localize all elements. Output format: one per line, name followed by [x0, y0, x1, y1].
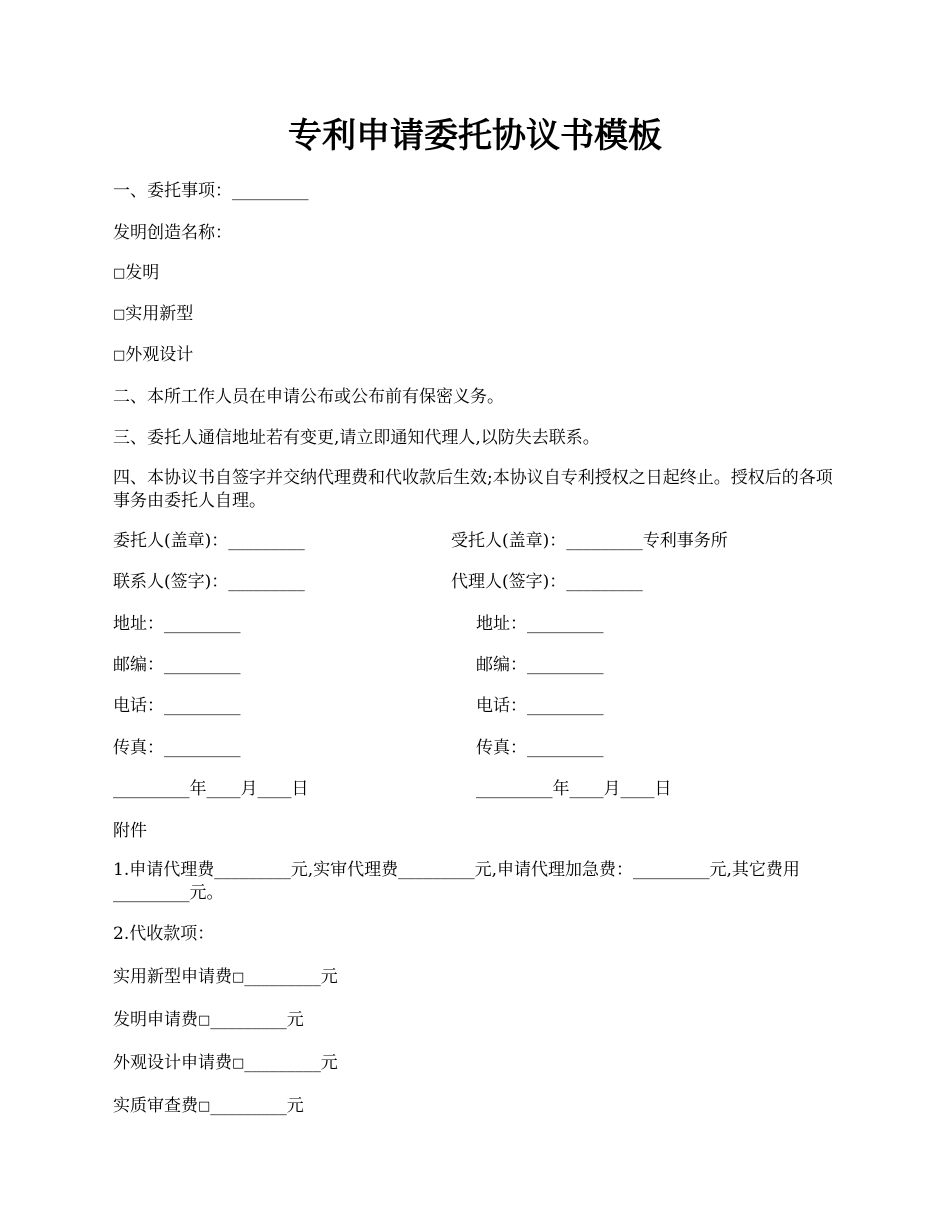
client-seal: 委托人(盖章)：_________ — [113, 531, 305, 551]
client-fax: 传真：_________ — [113, 738, 241, 758]
checkbox-icon: □ — [113, 266, 126, 281]
option-invention: □发明 — [113, 263, 160, 283]
option-design: □外观设计 — [113, 345, 194, 365]
client-address: 地址：_________ — [113, 614, 241, 634]
agent-address: 地址：_________ — [476, 614, 604, 634]
agent-date: _________年____月____日 — [476, 779, 672, 799]
checkbox-icon: □ — [232, 970, 245, 985]
item-confidentiality: 二、本所工作人员在申请公布或公布前有保密义务。 — [113, 387, 504, 407]
client-postcode: 邮编：_________ — [113, 655, 241, 675]
collect-item-substantive-exam: 实质审查费□_________元 — [113, 1096, 304, 1116]
fee-agency: 1.申请代理费_________元,实审代理费_________元,申请代理加急费：_________元,其它费用_________元。 — [113, 860, 800, 903]
collect-item-design: 外观设计申请费□_________元 — [113, 1053, 338, 1073]
checkbox-icon: □ — [198, 1013, 211, 1028]
item-entrusted-matter: 一、委托事项：_________ — [113, 181, 309, 201]
document-title: 专利申请委托协议书模板 — [288, 116, 662, 156]
agent-seal: 受托人(盖章)：_________专利事务所 — [451, 531, 728, 551]
option-utility-model: □实用新型 — [113, 304, 194, 324]
item-effective-term: 四、本协议书自签字并交纳代理费和代收款后生效;本协议自专利授权之日起终止。授权后的各项事务由委托人自理。 — [113, 468, 833, 511]
item-address-change: 三、委托人通信地址若有变更,请立即通知代理人,以防失去联系。 — [113, 428, 600, 448]
agent-fax: 传真：_________ — [476, 738, 604, 758]
checkbox-icon: □ — [113, 307, 126, 322]
agent-postcode: 邮编：_________ — [476, 655, 604, 675]
contact-signature: 联系人(签字)：_________ — [113, 572, 305, 592]
checkbox-icon: □ — [232, 1056, 245, 1071]
attachment-heading: 附件 — [113, 821, 147, 841]
collect-item-invention: 发明申请费□_________元 — [113, 1010, 304, 1030]
invention-name-label: 发明创造名称： — [113, 223, 232, 243]
fee-collection-heading: 2.代收款项： — [113, 924, 215, 944]
agent-phone: 电话：_________ — [476, 696, 604, 716]
collect-item-utility: 实用新型申请费□_________元 — [113, 967, 338, 987]
agent-signature: 代理人(签字)：_________ — [451, 572, 643, 592]
checkbox-icon: □ — [198, 1099, 211, 1114]
client-phone: 电话：_________ — [113, 696, 241, 716]
checkbox-icon: □ — [113, 348, 126, 363]
client-date: _________年____月____日 — [113, 779, 309, 799]
